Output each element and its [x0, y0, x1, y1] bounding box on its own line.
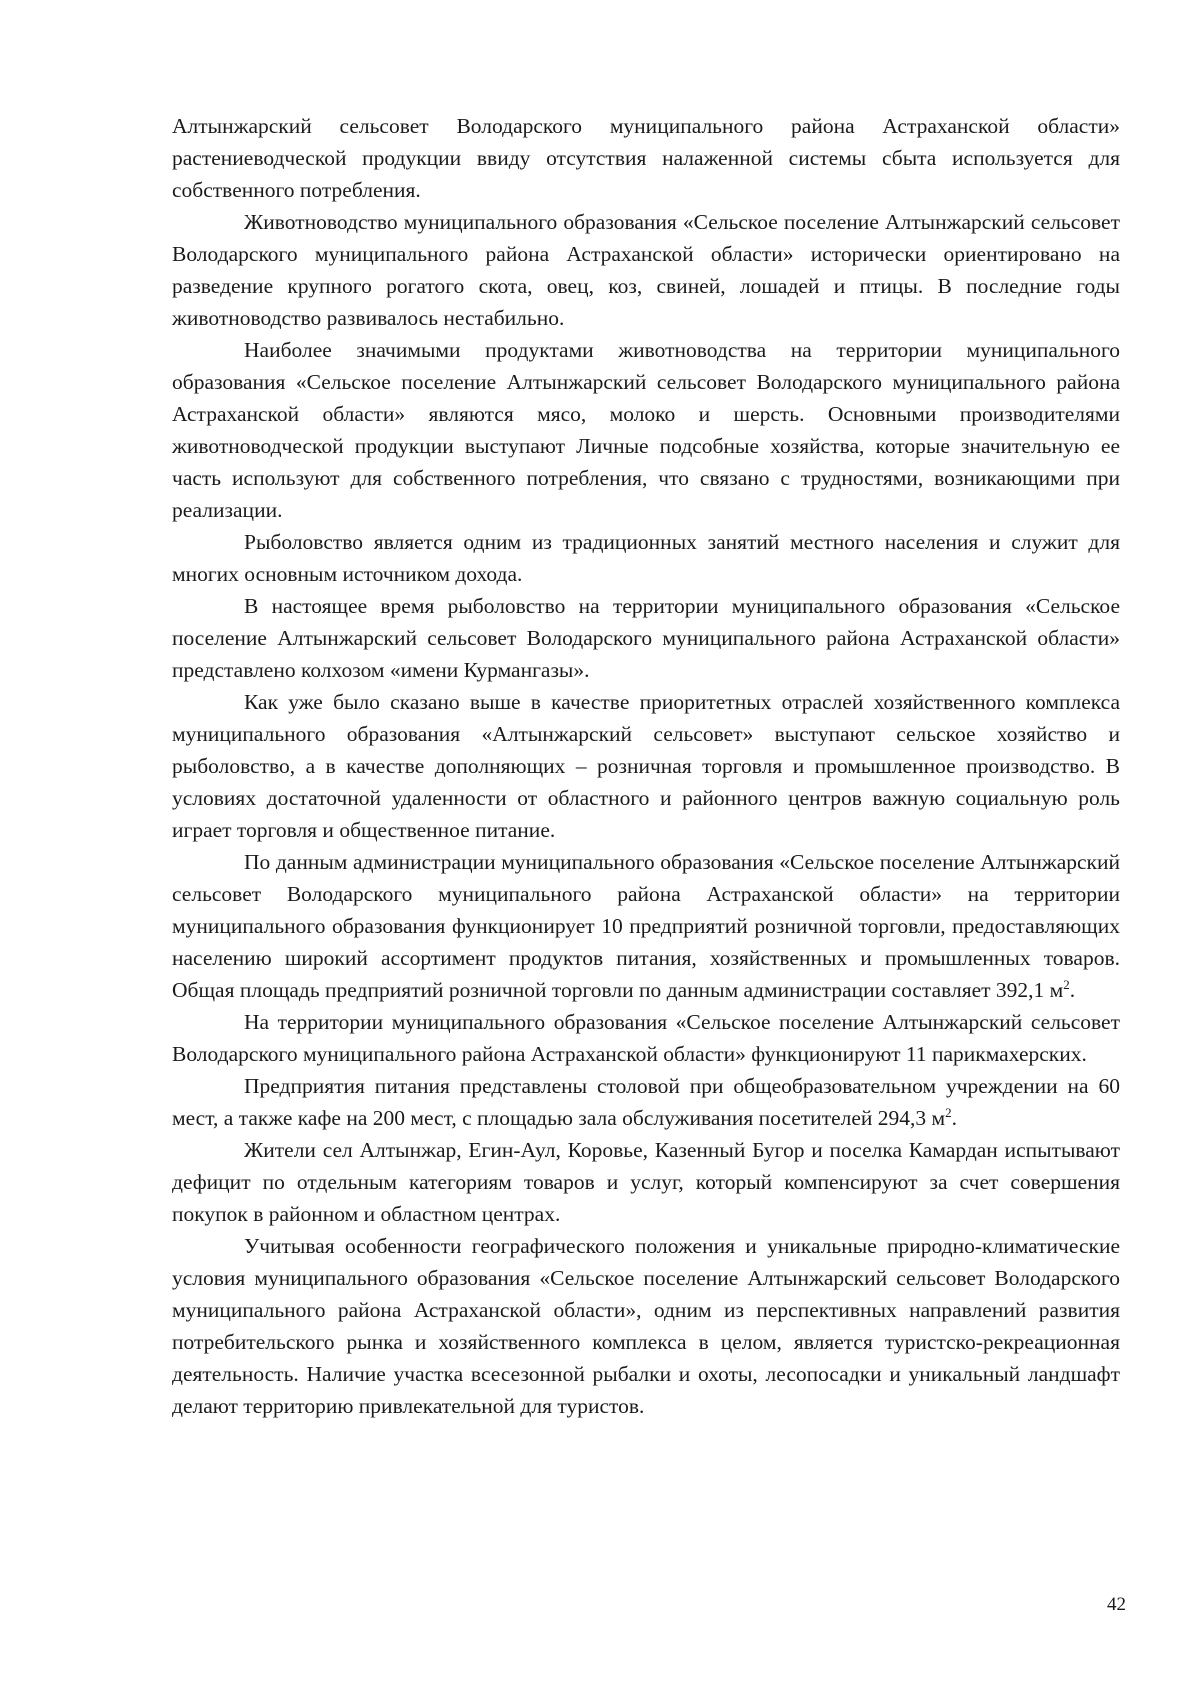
- paragraph-9-tail: .: [951, 1106, 958, 1130]
- paragraph-9: [172, 1070, 1120, 1134]
- paragraph-3: Наиболее значимыми продуктами животноводства на территории муниципального образования «Сельское поселение Алтынжарский сельсовет Володарского муниципального района Астраханской области» являются мясо, молоко и шерсть. Основными производителями животноводческой продукции выступают Личные подсобные хозяйства, которые значительную ее часть используют для собственного потребления, что связано с трудностями, возникающими при реализации.: [172, 338, 1120, 522]
- paragraph-11: Учитывая особенности географического положения и уникальные природно-климатические условия муниципального образования «Сельское поселение Алтынжарский сельсовет Володарского муниципального района Астраханской области», одним из перспективных направлений развития потребительского рынка и хозяйственного комплекса в целом, является туристско-рекреационная деятельность. Наличие участка всесезонной рыбалки и охоты, лесопосадки и уникальный ландшафт делают территорию привлекательной для туристов.: [172, 1234, 1120, 1418]
- paragraph-4: Рыболовство является одним из традиционных занятий местного населения и служит для многих основным источником дохода.: [172, 530, 1120, 586]
- paragraph-1: Алтынжарский сельсовет Володарского муниципального района Астраханской области» растениеводческой продукции ввиду отсутствия налаженной системы сбыта используется для собственного потребления.: [172, 114, 1120, 202]
- paragraph-7-text: По данным администрации муниципального образования «Сельское поселение Алтынжарский сельсовет Володарского муниципального района Астраханской области» на территории муниципального образования функционирует 10 предприятий розничной торговли, предоставляющих населению широкий ассортимент продуктов питания, хозяйственных и промышленных товаров. Общая площадь предприятий розничной торговли по данным администрации составляет 392,1 м: [172, 850, 1120, 1002]
- body-text: [172, 110, 1120, 1422]
- paragraph-5: В настоящее время рыболовство на территории муниципального образования «Сельское поселение Алтынжарский сельсовет Володарского муниципального района Астраханской области» представлено колхозом «имени Курмангазы».: [172, 594, 1120, 682]
- paragraph-9-text: Предприятия питания представлены столовой при общеобразовательном учреждении на 60 мест, а также кафе на 200 мест, с площадью зала обслуживания посетителей 294,3 м: [172, 1074, 1120, 1130]
- paragraph-2: Животноводство муниципального образования «Сельское поселение Алтынжарский сельсовет Володарского муниципального района Астраханской области» исторически ориентировано на разведение крупного рогатого скота, овец, коз, свиней, лошадей и птицы. В последние годы животноводство развивалось нестабильно.: [172, 210, 1120, 330]
- paragraph-10: Жители сел Алтынжар, Егин-Аул, Коровье, Казенный Бугор и поселка Камардан испытывают дефицит по отдельным категориям товаров и услуг, который компенсируют за счет совершения покупок в районном и областном центрах.: [172, 1138, 1120, 1226]
- paragraph-6: Как уже было сказано выше в качестве приоритетных отраслей хозяйственного комплекса муниципального образования «Алтынжарский сельсовет» выступают сельское хозяйство и рыболовство, а в качестве дополняющих – розничная торговля и промышленное производство. В условиях достаточной удаленности от областного и районного центров важную социальную роль играет торговля и общественное питание.: [172, 690, 1120, 842]
- paragraph-7: [172, 846, 1120, 1006]
- paragraph-8: На территории муниципального образования «Сельское поселение Алтынжарский сельсовет Володарского муниципального района Астраханской области» функционируют 11 парикмахерских.: [172, 1010, 1120, 1066]
- superscript-square: 2: [945, 1104, 952, 1120]
- page-number: 42: [1107, 1594, 1126, 1615]
- superscript-square: 2: [1063, 976, 1070, 992]
- paragraph-7-tail: .: [1069, 978, 1076, 1002]
